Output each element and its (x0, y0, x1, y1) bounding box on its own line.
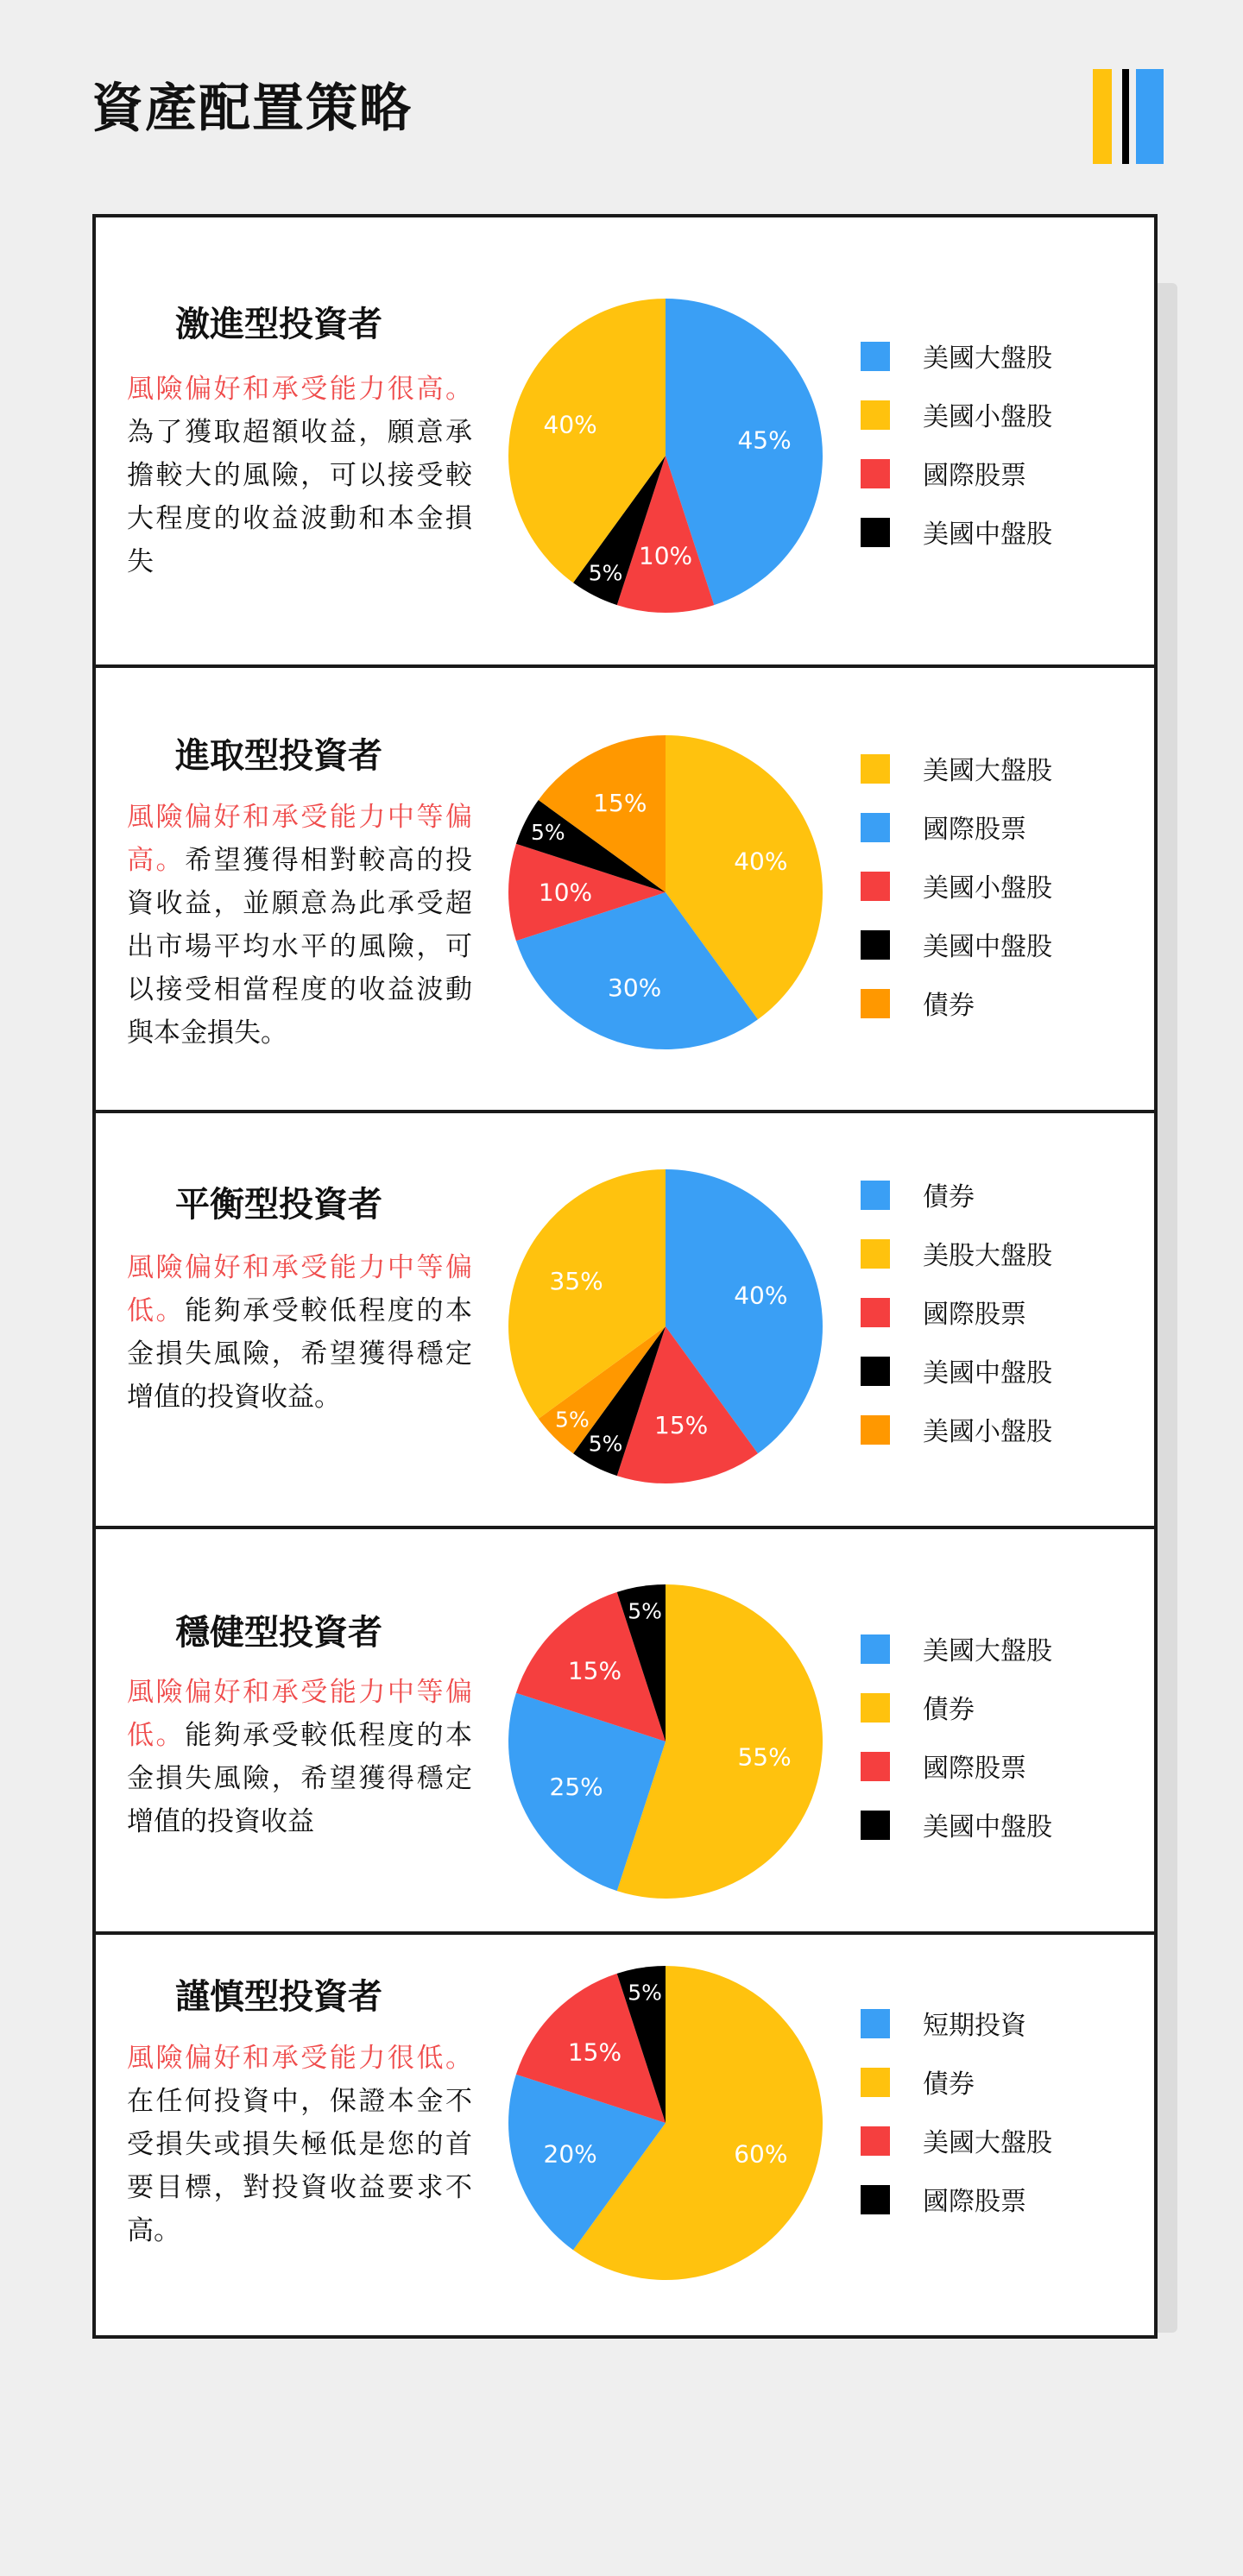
pie-slice-label-3: 5% (530, 820, 565, 846)
pie-slice-label-3: 5% (555, 1407, 590, 1433)
pie-slice-label-4: 35% (549, 1266, 603, 1295)
legend-label: 美國中盤股 (923, 520, 1052, 550)
description-body: 為了獲取超額收益，願意承擔較大的風險，可以接受較大程度的收益波動和本金損失 (127, 417, 472, 577)
pie-slice-label-0: 55% (737, 1742, 792, 1772)
legend-label: 短期投資 (923, 2011, 1026, 2041)
legend-swatch (861, 989, 890, 1018)
risk-highlight: 風險偏好和承受能力很低。 (127, 2043, 472, 2074)
legend-swatch (861, 872, 890, 901)
risk-highlight: 風險偏好和承受能力中等偏低。 (127, 1677, 472, 1751)
legend-label: 美股大盤股 (923, 1241, 1052, 1271)
section-description (127, 368, 472, 583)
pie-chart (493, 283, 838, 628)
legend-label: 國際股票 (923, 1300, 1026, 1330)
legend-label: 國際股票 (923, 2187, 1026, 2217)
pie-slice-label-4: 15% (593, 789, 647, 818)
pie-slice-label-0: 40% (734, 1281, 788, 1310)
logo-bars-icon (1093, 69, 1164, 164)
legend-label: 美國中盤股 (923, 932, 1052, 962)
pie-slice-label-2: 10% (538, 878, 593, 907)
pie-chart (493, 1569, 838, 1914)
section-progressive (96, 668, 1154, 1113)
legend-swatch (861, 1415, 890, 1445)
legend-swatch (861, 2185, 890, 2214)
section-aggressive (96, 217, 1154, 668)
section-title: 進取型投資者 (175, 736, 382, 776)
pie-chart (493, 1154, 838, 1499)
logo-bar-yellow (1093, 69, 1112, 164)
legend-label: 美國小盤股 (923, 1417, 1052, 1447)
pie-slice-label-2: 15% (567, 2037, 622, 2067)
description-body: 希望獲得相對較高的投資收益，並願意為此承受超出市場平均水平的風險，可以接受相當程度的收益波動與本金損失。 (127, 845, 473, 1049)
section-title: 穩健型投資者 (175, 1613, 382, 1653)
legend-label: 美國大盤股 (923, 1636, 1052, 1666)
legend-swatch (861, 342, 890, 371)
risk-highlight: 風險偏好和承受能力中等偏高。 (127, 802, 472, 876)
pie-slice-label-2: 5% (588, 560, 623, 586)
pie-slice-label-1: 25% (549, 1773, 603, 1802)
legend-swatch (861, 1298, 890, 1327)
description-body: 能夠承受較低程度的本金損失風險，希望獲得穩定增值的投資收益 (127, 1720, 473, 1837)
legend-label: 國際股票 (923, 1754, 1026, 1784)
legend-swatch (861, 2068, 890, 2097)
section-description (127, 796, 472, 1055)
legend-label: 債券 (923, 991, 975, 1021)
pie-slice-label-1: 30% (608, 973, 662, 1002)
legend-label: 美國小盤股 (923, 873, 1052, 904)
logo-bar-black (1122, 69, 1129, 164)
legend-swatch (861, 459, 890, 488)
legend-swatch (861, 930, 890, 960)
pie-slice-label-1: 15% (654, 1411, 709, 1440)
legend-swatch (861, 1181, 890, 1210)
legend-swatch (861, 2009, 890, 2038)
section-title: 激進型投資者 (175, 305, 382, 344)
legend-label: 美國中盤股 (923, 1812, 1052, 1842)
risk-highlight: 風險偏好和承受能力中等偏低。 (127, 1252, 472, 1326)
legend-label: 國際股票 (923, 815, 1026, 845)
legend-swatch (861, 754, 890, 784)
section-description (127, 1246, 472, 1419)
legend-swatch (861, 400, 890, 430)
description-body: 能夠承受較低程度的本金損失風險，希望獲得穩定增值的投資收益。 (127, 1295, 473, 1413)
legend-label: 債券 (923, 2069, 975, 2100)
strategy-card (92, 214, 1158, 2339)
legend-label: 債券 (923, 1182, 975, 1212)
pie-slice-label-3: 5% (628, 1598, 662, 1624)
legend-label: 美國中盤股 (923, 1358, 1052, 1389)
legend-label: 國際股票 (923, 461, 1026, 491)
legend-swatch (861, 1811, 890, 1840)
section-title: 謹慎型投資者 (175, 1977, 382, 2017)
pie-chart (493, 720, 838, 1065)
pie-slice-label-0: 60% (734, 2139, 788, 2169)
pie-slice-label-0: 45% (737, 425, 792, 455)
legend-label: 美國大盤股 (923, 756, 1052, 786)
section-description (127, 1671, 472, 1843)
legend-swatch (861, 1357, 890, 1386)
description-body: 在任何投資中，保證本金不受損失或損失極低是您的首要目標，對投資收益要求不高。 (127, 2086, 472, 2246)
legend-label: 債券 (923, 1695, 975, 1725)
pie-slice-label-0: 40% (734, 847, 788, 876)
pie-slice-label-1: 10% (638, 541, 693, 570)
legend-label: 美國小盤股 (923, 402, 1052, 432)
page-title: 資產配置策略 (91, 79, 413, 139)
legend-swatch (861, 1693, 890, 1723)
pie-slice-label-1: 20% (543, 2139, 597, 2169)
pie-chart (493, 1950, 838, 2296)
legend-swatch (861, 813, 890, 842)
section-title: 平衡型投資者 (175, 1185, 382, 1225)
legend-swatch (861, 2126, 890, 2156)
pie-slice-label-3: 5% (628, 1980, 662, 2006)
legend-label: 美國大盤股 (923, 343, 1052, 374)
section-cautious (96, 1935, 1154, 2335)
pie-slice-label-2: 5% (588, 1431, 623, 1457)
legend-swatch (861, 1752, 890, 1781)
section-steady (96, 1529, 1154, 1935)
legend-swatch (861, 518, 890, 547)
legend-swatch (861, 1634, 890, 1664)
pie-slice-label-2: 15% (567, 1656, 622, 1685)
pie-slice-label-3: 40% (543, 410, 597, 439)
risk-highlight: 風險偏好和承受能力很高。 (127, 374, 472, 405)
logo-bar-blue (1136, 69, 1164, 164)
legend-swatch (861, 1239, 890, 1269)
section-balanced (96, 1113, 1154, 1529)
section-description (127, 2037, 472, 2252)
legend-label: 美國大盤股 (923, 2128, 1052, 2158)
